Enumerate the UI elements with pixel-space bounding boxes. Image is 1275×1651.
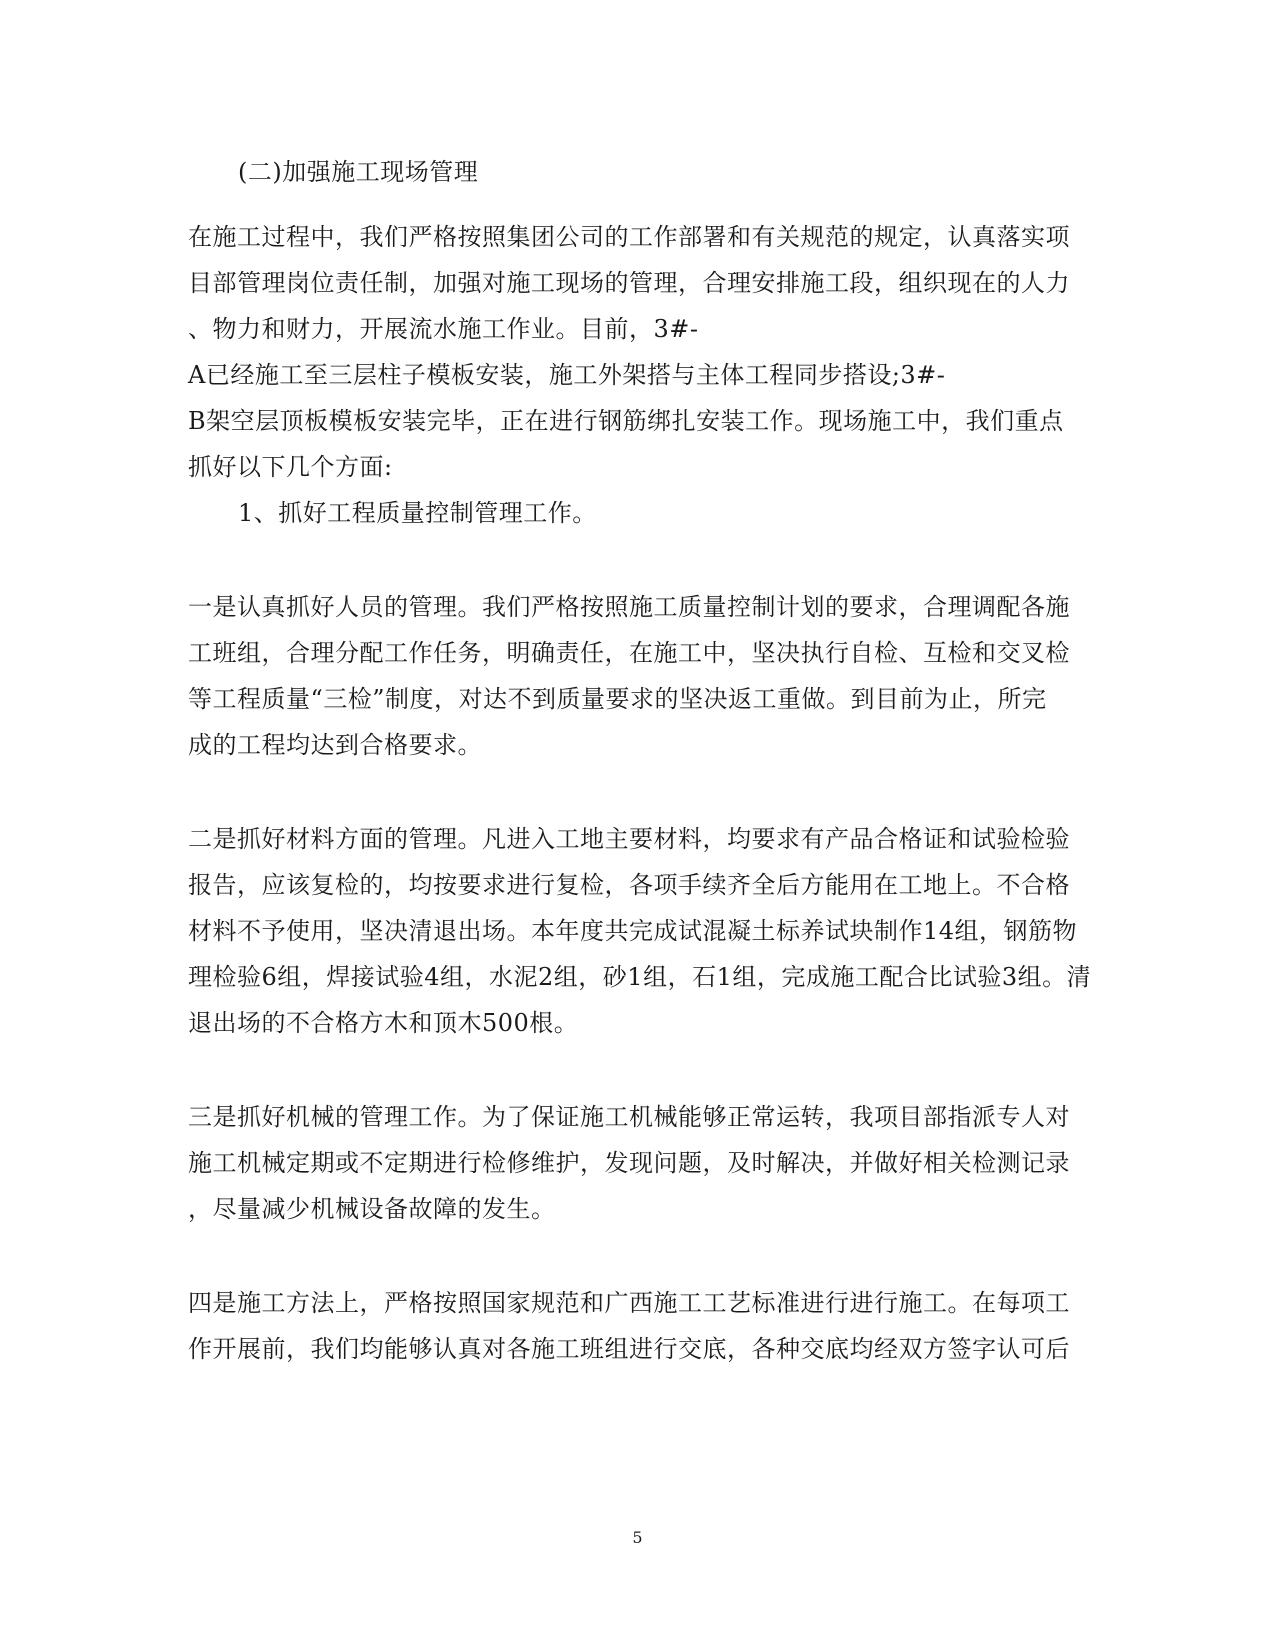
paragraph-line: ，尽量减少机械设备故障的发生。 [188, 1195, 556, 1223]
paragraph-line: 工班组，合理分配工作任务，明确责任，在施工中，坚决执行自检、互检和交叉检 [188, 639, 1070, 667]
intro-line: 、物力和财力，开展流水施工作业。目前，3#- [188, 315, 699, 343]
paragraph-line: 退出场的不合格方木和顶木500根。 [188, 1009, 579, 1037]
paragraph-line: 二是抓好材料方面的管理。凡进入工地主要材料，均要求有产品合格证和试验检验 [188, 825, 1070, 853]
intro-line: 目部管理岗位责任制，加强对施工现场的管理，合理安排施工段，组织现在的人力 [188, 269, 1070, 297]
intro-line: 在施工过程中，我们严格按照集团公司的工作部署和有关规范的规定，认真落实项 [188, 223, 1070, 251]
paragraph-line: 施工机械定期或不定期进行检修维护，发现问题，及时解决，并做好相关检测记录 [188, 1149, 1070, 1177]
intro-line: B架空层顶板模板安装完毕，正在进行钢筋绑扎安装工作。现场施工中，我们重点 [188, 407, 1064, 435]
paragraph-line: 报告，应该复检的，均按要求进行复检，各项手续齐全后方能用在工地上。不合格 [188, 871, 1070, 899]
paragraph-line: 作开展前，我们均能够认真对各施工班组进行交底，各种交底均经双方签字认可后 [188, 1335, 1070, 1363]
paragraph-line: 成的工程均达到合格要求。 [188, 731, 482, 759]
paragraph-line: 等工程质量“三检”制度，对达不到质量要求的坚决返工重做。到目前为止，所完 [188, 685, 1047, 713]
intro-line: A已经施工至三层柱子模板安装，施工外架搭与主体工程同步搭设;3#- [188, 361, 946, 389]
paragraph-line: 三是抓好机械的管理工作。为了保证施工机械能够正常运转，我项目部指派专人对 [188, 1103, 1070, 1131]
page-number: 5 [632, 1528, 643, 1547]
intro-line: 抓好以下几个方面: [188, 453, 393, 481]
paragraph-line: 四是施工方法上，严格按照国家规范和广西施工工艺标准进行进行施工。在每项工 [188, 1289, 1070, 1317]
paragraph-line: 材料不予使用，坚决清退出场。本年度共完成试混凝土标养试块制作14组，钢筋物 [188, 917, 1078, 945]
list-item-heading: 1、抓好工程质量控制管理工作。 [238, 499, 597, 527]
paragraph-line: 一是认真抓好人员的管理。我们严格按照施工质量控制计划的要求，合理调配各施 [188, 593, 1070, 621]
section-heading: (二)加强施工现场管理 [238, 158, 479, 186]
paragraph-line: 理检验6组，焊接试验4组，水泥2组，砂1组，石1组，完成施工配合比试验3组。清 [188, 963, 1092, 991]
